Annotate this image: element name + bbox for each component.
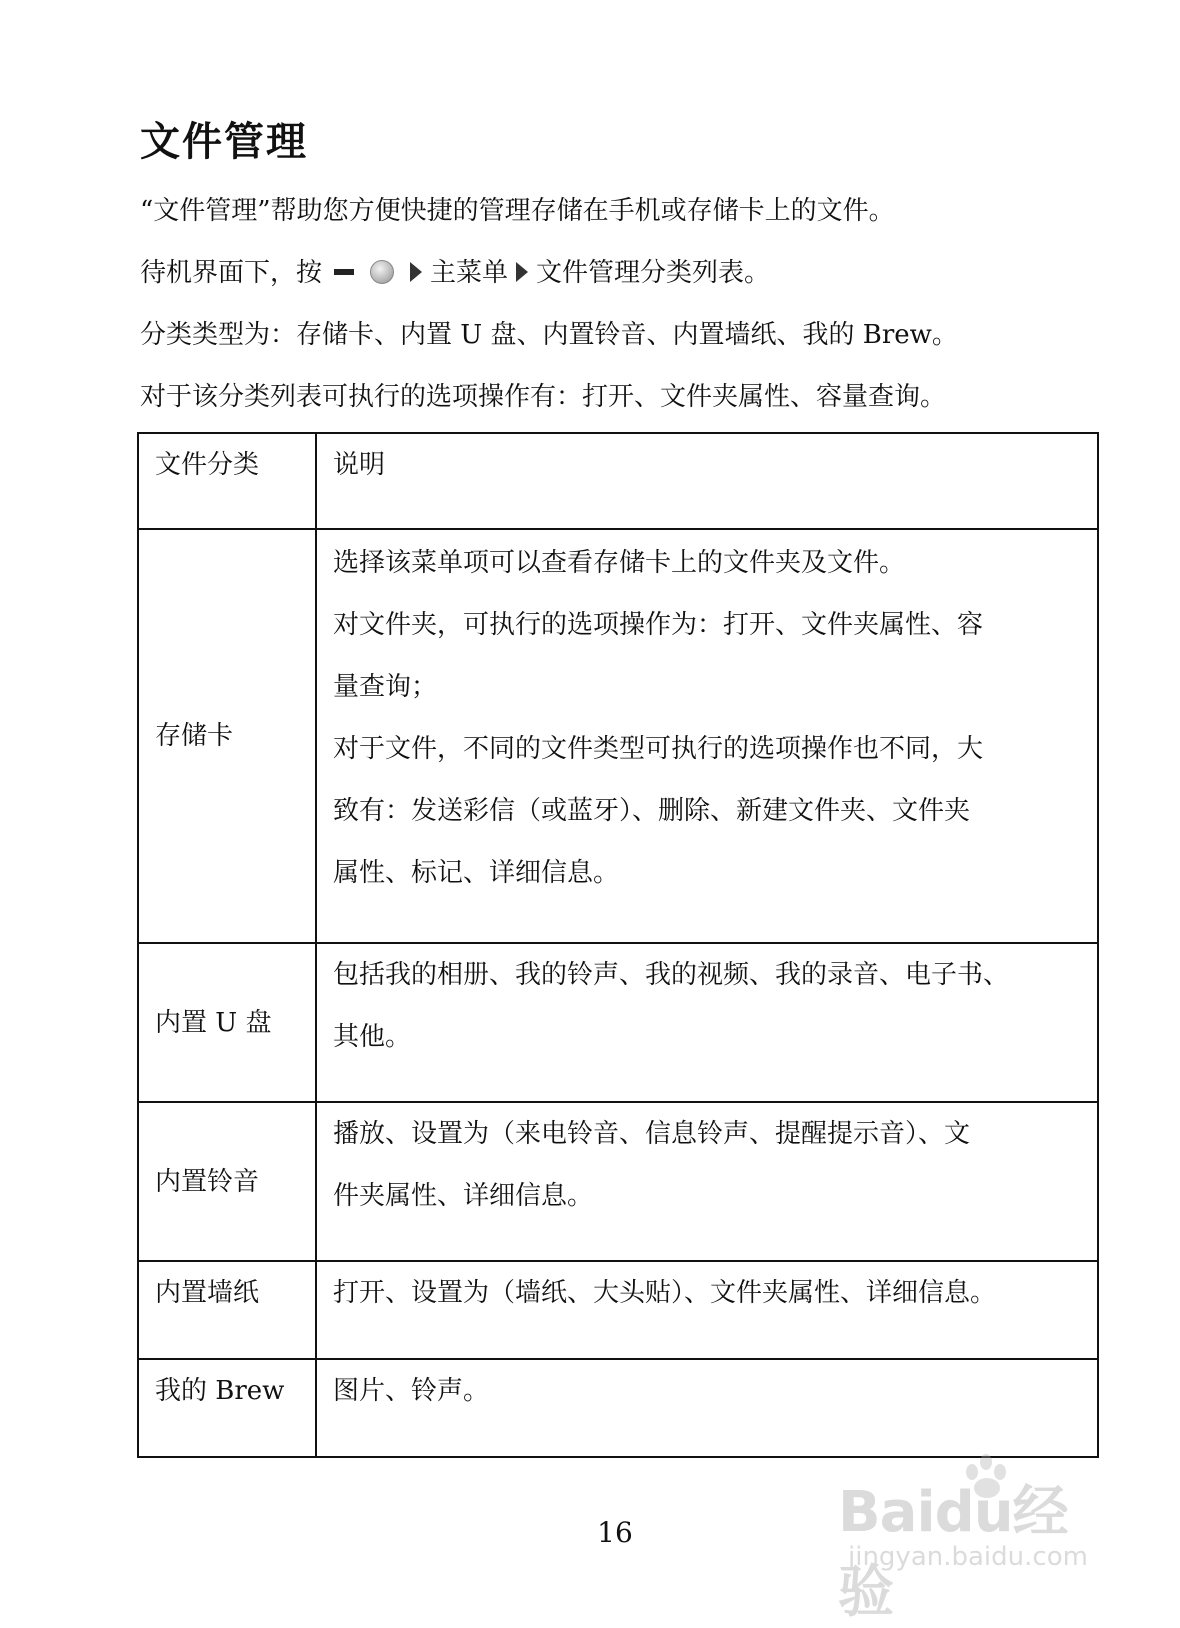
table-row [138, 1102, 1098, 1261]
instruction-main-menu: 主菜单 [430, 258, 509, 288]
page-number: 16 [597, 1516, 633, 1549]
header-category: 文件分类 [155, 450, 260, 480]
description-line: 选择该菜单项可以查看存储卡上的文件夹及文件。 [333, 548, 906, 578]
baidu-watermark [838, 1450, 1108, 1625]
category-cell [138, 1102, 316, 1261]
watermark-url: jingyan.baidu.com [848, 1542, 1088, 1572]
file-category-table [137, 432, 1099, 1458]
description-line: 对文件夹，可执行的选项操作为：打开、文件夹属性、容 [333, 610, 984, 640]
table-header-row [138, 433, 1098, 529]
description-line: 致有：发送彩信（或蓝牙）、删除、新建文件夹、文件夹 [333, 796, 971, 826]
category-label: 存储卡 [155, 721, 234, 751]
table-row [138, 529, 1098, 943]
description-cell [316, 529, 1098, 943]
navigation-instruction [140, 256, 770, 290]
category-label: 内置墙纸 [155, 1278, 260, 1308]
category-label: 我的 Brew [155, 1376, 285, 1406]
description-line: 播放、设置为（来电铃音、信息铃声、提醒提示音）、文 [333, 1119, 971, 1149]
arrow-right-icon [516, 262, 528, 282]
description-line: 量查询； [333, 672, 438, 702]
header-description-cell [316, 433, 1098, 529]
description-line: 图片、铃声。 [333, 1376, 490, 1406]
description-line: 对于文件，不同的文件类型可执行的选项操作也不同，大 [333, 734, 984, 764]
ok-key-icon [370, 260, 394, 284]
category-cell [138, 529, 316, 943]
arrow-right-icon [410, 262, 422, 282]
category-cell [138, 1359, 316, 1457]
table-row [138, 943, 1098, 1102]
instruction-prefix: 待机界面下，按 [140, 258, 323, 288]
description-cell [316, 1102, 1098, 1261]
description-line: 件夹属性、详细信息。 [333, 1181, 594, 1211]
available-options: 对于该分类列表可执行的选项操作有：打开、文件夹属性、容量查询。 [140, 382, 947, 412]
description-cell [316, 1261, 1098, 1359]
description-cell [316, 1359, 1098, 1457]
header-description: 说明 [333, 450, 386, 480]
table-row [138, 1261, 1098, 1359]
intro-paragraph: “文件管理”帮助您方便快捷的管理存储在手机或存储卡上的文件。 [140, 196, 895, 226]
category-types: 分类类型为：存储卡、内置 U 盘、内置铃音、内置墙纸、我的 Brew。 [140, 320, 958, 350]
category-label: 内置铃音 [155, 1166, 260, 1197]
table-row [138, 1359, 1098, 1457]
category-cell [138, 1261, 316, 1359]
description-cell [316, 943, 1098, 1102]
category-label: 内置 U 盘 [155, 1007, 272, 1038]
description-line: 属性、标记、详细信息。 [333, 858, 620, 888]
description-line: 包括我的相册、我的铃声、我的视频、我的录音、电子书、 [333, 960, 1010, 990]
description-line: 打开、设置为（墙纸、大头贴）、文件夹属性、详细信息。 [333, 1278, 997, 1308]
minus-key-icon [334, 269, 354, 275]
category-cell [138, 943, 316, 1102]
watermark-logo: Baidu经验 [838, 1480, 1068, 1625]
description-line: 其他。 [333, 1022, 412, 1052]
instruction-suffix: 文件管理分类列表。 [536, 258, 771, 288]
header-category-cell [138, 433, 316, 529]
page-title: 文件管理 [140, 119, 308, 165]
